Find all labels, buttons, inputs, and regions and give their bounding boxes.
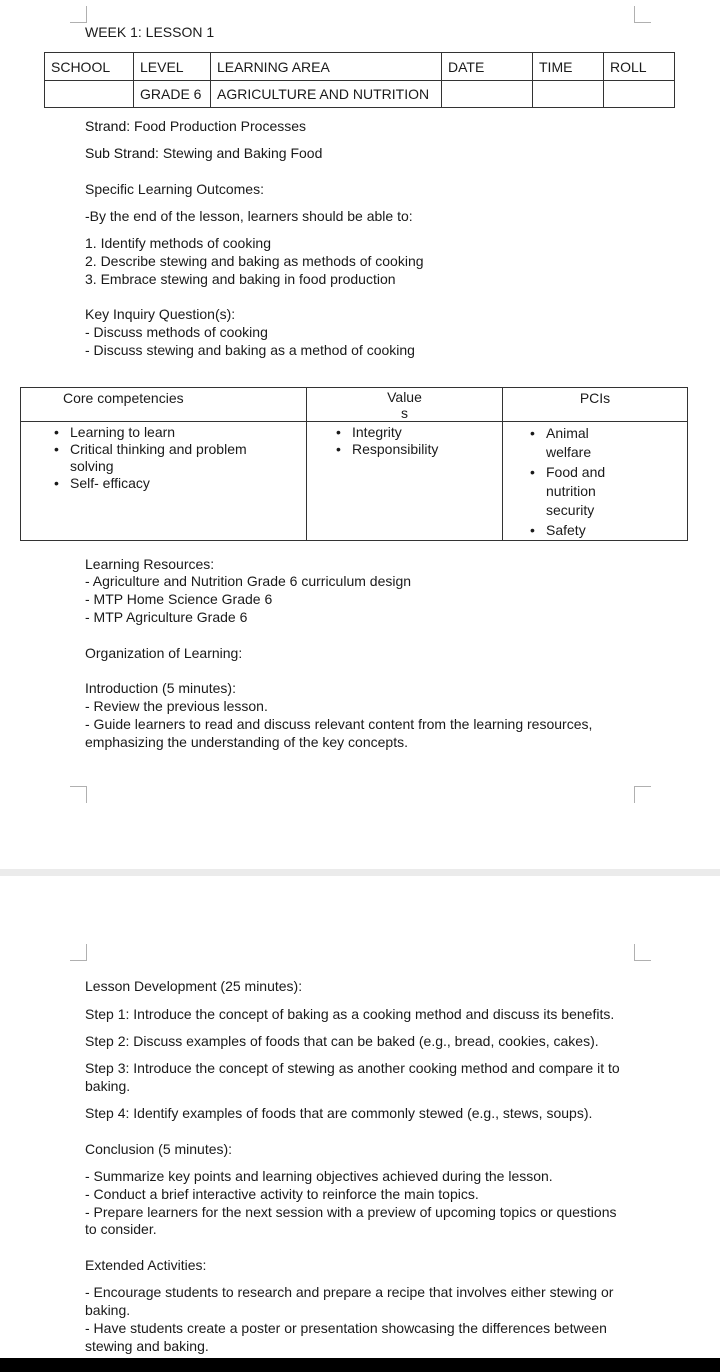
resource-item: - Agriculture and Nutrition Grade 6 curriculum design [85,573,412,589]
introduction-item: - Guide learners to read and discuss relevant content from the learning resources, [85,716,593,732]
core-item: • Self- efficacy [50,475,306,492]
core-item: • Learning to learn [50,424,306,441]
development-step [85,1105,592,1121]
outcome-item: 3. Embrace stewing and baking in food production [85,271,396,287]
core-item: • Critical thinking and problem solving [50,441,270,475]
header-school: SCHOOL [45,53,134,81]
step-text-continued: baking. [85,1078,131,1094]
conclusion-item: - Prepare learners for the next session with a preview of upcoming topics or questions [85,1204,617,1220]
header-learning-area: LEARNING AREA [211,53,442,81]
inquiry-heading: Key Inquiry Question(s): [85,306,236,322]
value-item: • Integrity [332,424,502,441]
corner-mark [634,6,651,23]
extended-heading: Extended Activities: [85,1257,207,1273]
pcis-cell [503,422,688,541]
values-cell [307,422,503,541]
step-text: Identify examples of foods that are commonly stewed (e.g., stews, soups). [133,1105,593,1121]
cell-time [533,81,604,108]
cell-learning-area: AGRICULTURE AND NUTRITION [211,81,442,108]
cell-level: GRADE 6 [134,81,211,108]
outcomes-intro: -By the end of the lesson, learners should be able to: [85,208,413,224]
step-text: Introduce the concept of baking as a cooking method and discuss its benefits. [133,1006,615,1022]
conclusion-heading: Conclusion (5 minutes): [85,1141,233,1157]
development-step [85,1006,614,1022]
extended-item: baking. [85,1302,131,1318]
strand-label: Strand: [85,118,131,134]
extended-item: - Have students create a poster or presentation showcasing the differences between [85,1320,607,1336]
sub-strand [85,145,322,161]
outcomes-heading: Specific Learning Outcomes: [85,181,264,197]
pci-item: • Food and nutrition security [526,463,606,520]
cell-date [442,81,533,108]
conclusion-item: - Summarize key points and learning objectives achieved during the lesson. [85,1168,553,1184]
pcis-header: PCIs [503,388,688,422]
cell-roll [604,81,675,108]
sub-strand-value: Stewing and Baking Food [162,145,323,161]
resource-item: - MTP Home Science Grade 6 [85,591,273,607]
development-step [85,1060,620,1076]
core-competencies-cell [21,422,307,541]
organization-heading: Organization of Learning: [85,645,243,661]
inquiry-item: - Discuss methods of cooking [85,324,268,340]
corner-mark [70,944,87,961]
corner-mark [70,6,87,23]
cell-school [45,81,134,108]
step-label: Step 4: [85,1105,130,1121]
value-item: • Responsibility [332,441,502,458]
values-header-line2: s [401,405,408,421]
page-break [0,869,720,876]
strand-value: Food Production Processes [134,118,307,134]
header-date: DATE [442,53,533,81]
introduction-item: emphasizing the understanding of the key concepts. [85,734,408,750]
core-competencies-header: Core competencies [21,388,307,422]
lesson-header-table [44,52,675,108]
corner-mark [634,944,651,961]
header-time: TIME [533,53,604,81]
week-title: WEEK 1: LESSON 1 [85,24,215,40]
sub-strand-label: Sub Strand: [85,145,159,161]
strand [85,118,306,134]
bottom-bar [0,1358,720,1372]
corner-mark [634,786,651,803]
step-text: Discuss examples of foods that can be baked (e.g., bread, cookies, cakes). [133,1033,599,1049]
pci-item: • Animal welfare [526,424,606,462]
header-roll: ROLL [604,53,675,81]
outcome-item: 1. Identify methods of cooking [85,235,271,251]
extended-item: stewing and baking. [85,1338,209,1354]
resources-heading: Learning Resources: [85,556,215,572]
values-header-line1: Value [387,389,422,405]
development-heading: Lesson Development (25 minutes): [85,978,303,994]
competencies-table [20,387,688,541]
corner-mark [70,786,87,803]
development-step [85,1033,599,1049]
step-label: Step 1: [85,1006,130,1022]
extended-item: - Encourage students to research and prepare a recipe that involves either stewing or [85,1284,614,1300]
outcome-item: 2. Describe stewing and baking as methods of cooking [85,253,424,269]
introduction-item: - Review the previous lesson. [85,698,268,714]
values-header [307,388,503,422]
step-text: Introduce the concept of stewing as another cooking method and compare it to [133,1060,620,1076]
conclusion-item: - Conduct a brief interactive activity to reinforce the main topics. [85,1186,479,1202]
introduction-heading: Introduction (5 minutes): [85,680,236,696]
header-level: LEVEL [134,53,211,81]
pci-item: • Safety [526,521,606,540]
step-label: Step 2: [85,1033,130,1049]
conclusion-item: to consider. [85,1221,157,1237]
inquiry-item: - Discuss stewing and baking as a method of cooking [85,342,415,358]
step-label: Step 3: [85,1060,130,1076]
resource-item: - MTP Agriculture Grade 6 [85,609,248,625]
